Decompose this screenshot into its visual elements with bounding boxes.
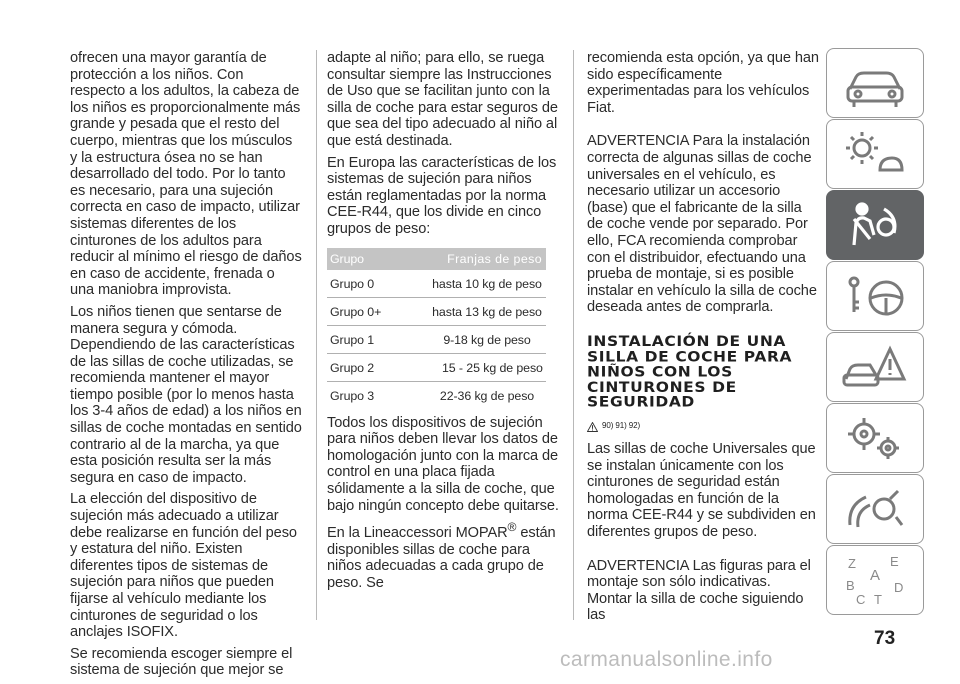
cell-group: Grupo 3 bbox=[330, 388, 375, 403]
text-column-1 bbox=[70, 50, 302, 684]
technical-data-icon bbox=[840, 481, 910, 537]
paragraph: Las sillas de coche Universales que se instalan únicamente con los cinturones de seguridad están homologadas en función de la norma CEE-R44 y se subdividen en diferentes grupos de peso. bbox=[587, 441, 816, 540]
tab-dashboard[interactable] bbox=[826, 48, 924, 118]
car-dashboard-icon bbox=[840, 55, 910, 111]
tab-technical-data[interactable] bbox=[826, 474, 924, 544]
paragraph: adapte al niño; para ello, se ruega consultar siempre las Instrucciones de Uso que se facilitan junto con la silla de coche para estar seguros de que sea del tipo adecuado al niño al que está destinada. bbox=[327, 50, 558, 149]
maintenance-gears-icon bbox=[840, 410, 910, 466]
tab-maintenance[interactable] bbox=[826, 403, 924, 473]
cell-group: Grupo 2 bbox=[330, 360, 375, 375]
warning-ref-numbers: 90) 91) 92) bbox=[602, 421, 641, 431]
paragraph: La elección del dispositivo de sujeción más adecuado a utilizar debe realizarse en función del peso y estatura del niño. Existen diferentes tipos de sistemas de sujeción para niños que pueden fijarse al vehículo mediante los cinturones de seguridad o los anclajes ISOFIX. bbox=[70, 491, 297, 641]
index-letters-icon bbox=[840, 552, 910, 608]
paragraph: Los niños tienen que sentarse de manera segura y cómoda. Dependiendo de las características de las sillas de coche utilizadas, se recomienda mantener el mayor tiempo posible (por lo menos hasta los 3-4 años de edad) a los niños en sillas de coche montadas en sentido contrario al de la marcha, ya que esta posición resulta ser la más segura en caso de impacto. bbox=[70, 303, 302, 486]
cell-group: Grupo 0 bbox=[330, 276, 375, 291]
header-weight-range: Franjas de peso bbox=[447, 251, 542, 266]
cell-range: 15 - 25 kg de peso bbox=[442, 360, 543, 375]
paragraph bbox=[327, 519, 559, 591]
table-row bbox=[327, 326, 546, 354]
table-row bbox=[327, 270, 546, 298]
index-letter: A bbox=[870, 567, 881, 584]
text-fragment: En la Lineaccessori MOPAR bbox=[327, 524, 508, 541]
tab-index[interactable] bbox=[826, 545, 924, 615]
table-row bbox=[327, 354, 546, 382]
text-column-2 bbox=[327, 50, 559, 596]
table-row bbox=[327, 298, 546, 326]
tab-lights[interactable] bbox=[826, 119, 924, 189]
paragraph: Todos los dispositivos de sujeción para niños deben llevar los datos de homologación junto con la marca de control en una placa fijada sólidamente a la silla de coche, que bajo ningún concepto debe quitarse. bbox=[327, 414, 559, 514]
paragraph: Se recomienda escoger siempre el sistema de sujeción que mejor se bbox=[70, 645, 293, 679]
page-number: 73 bbox=[874, 628, 896, 649]
table-header bbox=[327, 248, 546, 270]
cell-group: Grupo 0+ bbox=[330, 304, 382, 319]
chapter-tabs bbox=[826, 48, 926, 616]
cell-group: Grupo 1 bbox=[330, 332, 375, 347]
tab-emergency[interactable] bbox=[826, 332, 924, 402]
warning-triangle-icon bbox=[587, 422, 598, 432]
text-column-3 bbox=[587, 50, 819, 629]
lights-sun-icon bbox=[840, 126, 910, 182]
index-letter: D bbox=[894, 580, 904, 595]
section-heading: INSTALACIÓN DE UNA SILLA DE COCHE PARA NIÑOS CON LOS CINTURONES DE SEGURIDAD bbox=[587, 332, 793, 411]
car-crash-warning-icon bbox=[840, 339, 910, 395]
index-letter: C bbox=[856, 592, 866, 607]
text-fragment: están disponibles sillas de coche para niños adecuadas a cada grupo de peso. Se bbox=[327, 524, 556, 591]
column-divider bbox=[573, 50, 574, 620]
warning-paragraph: ADVERTENCIA Para la instalación correcta de algunas sillas de coche universales en el vehículo, es necesario utilizar un accesorio (base) que el fabricante de la silla de coche vende por separado. Por ello, FCA recomienda comprobar con el distribuidor, efectuando una prueba de montaje, si es posible instalar en vehículo la silla de coche deseada antes de comprarla. bbox=[587, 133, 817, 316]
tab-safety[interactable] bbox=[826, 190, 924, 260]
paragraph: En Europa las características de los sistemas de sujeción para niños están reglamentadas por la norma CEE-R44, que los divide en cinco grupos de peso: bbox=[327, 154, 557, 237]
index-letter: E bbox=[890, 554, 899, 569]
index-letter: T bbox=[874, 592, 882, 607]
paragraph: recomienda esta opción, ya que han sido específicamente experimentadas para los vehículos Fiat. bbox=[587, 50, 819, 116]
cell-range: hasta 10 kg de peso bbox=[432, 276, 542, 291]
registered-mark: ® bbox=[507, 520, 517, 535]
cell-range: 22-36 kg de peso bbox=[439, 388, 535, 403]
warning-paragraph: ADVERTENCIA Las figuras para el montaje son sólo indicativas. Montar la silla de coche siguiendo las bbox=[587, 557, 811, 624]
index-letter: B bbox=[846, 578, 855, 593]
warning-references bbox=[587, 418, 819, 435]
cell-range: hasta 13 kg de peso bbox=[432, 304, 542, 319]
seatbelt-airbag-icon bbox=[840, 197, 910, 253]
watermark: carmanualsonline.info bbox=[560, 648, 773, 671]
column-divider bbox=[316, 50, 317, 620]
tab-starting-driving[interactable] bbox=[826, 261, 924, 331]
key-steering-wheel-icon bbox=[840, 268, 910, 324]
index-letter: Z bbox=[848, 556, 856, 571]
header-group: Grupo bbox=[330, 251, 364, 266]
table-row bbox=[327, 382, 546, 409]
weight-group-table bbox=[327, 248, 546, 409]
cell-range: 9-18 kg de peso bbox=[443, 332, 531, 347]
paragraph: ofrecen una mayor garantía de protección a los niños. Con respecto a los adultos, la cabeza de los niños es proporcionalmente más grande y pesada que el resto del cuerpo, mientras que los músculos y la estructura ósea no se han desarrollado del todo. Por lo tanto es necesario, para una sujeción correcta en caso de impacto, utilizar sistemas diferentes de los cinturones de los adultos para reducir al mínimo el riesgo de daños en caso de accidente, frenada o una maniobra improvista. bbox=[70, 50, 302, 299]
